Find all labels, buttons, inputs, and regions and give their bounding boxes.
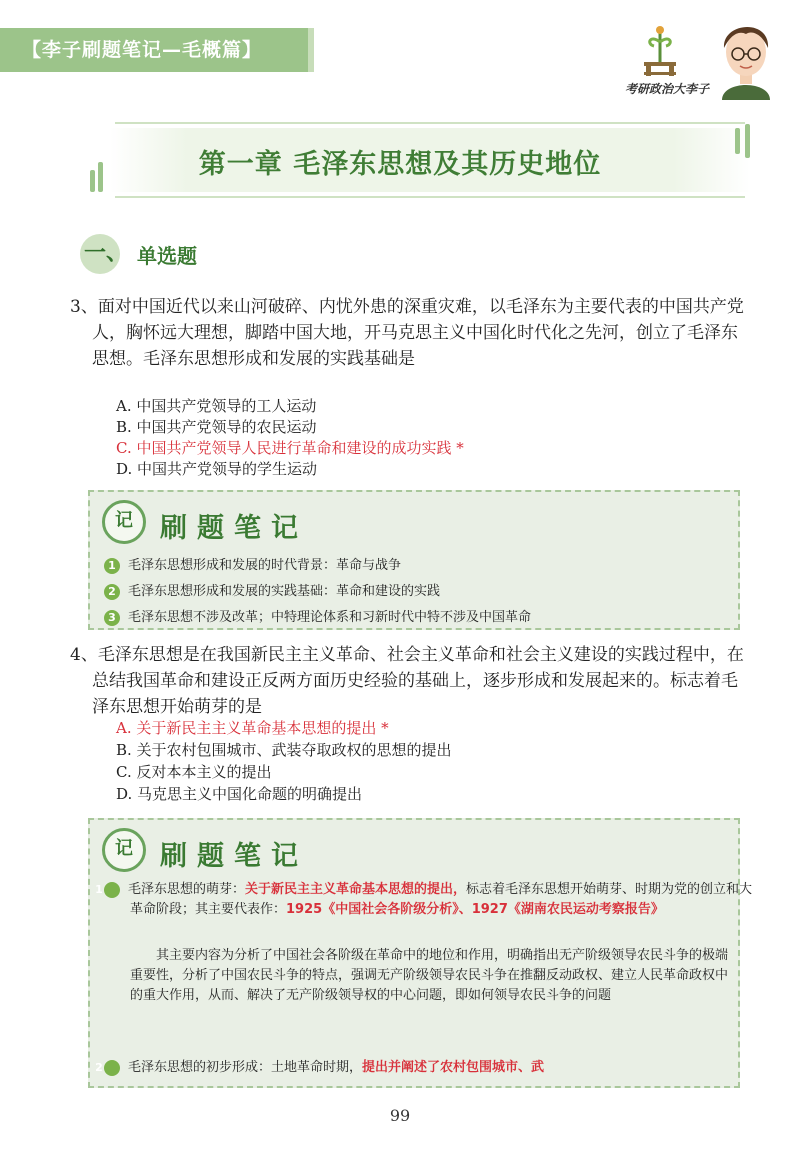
option-c: C. 反对本本主义的提出 [116, 763, 272, 781]
note-box-1 [88, 490, 740, 630]
banner-line-top [115, 122, 745, 124]
note-item: 2 毛泽东思想形成和发展的实践基础：革命和建设的实践 [104, 582, 729, 602]
note-title: 刷题笔记 [160, 841, 308, 872]
bullet-2-icon: 2 [104, 1060, 120, 1076]
option-d: D. 中国共产党领导的学生运动 [116, 460, 318, 478]
option-a-answer: A. 关于新民主主义革命基本思想的提出 * [116, 719, 389, 737]
note-icon: 记 [102, 500, 146, 544]
avatar [712, 14, 780, 100]
note-item: 1 毛泽东思想的萌芽：关于新民主主义革命基本思想的提出，标志着毛泽东思想开始萌芽、时期为党的创立和大革命阶段；其主要代表作：1925《中国社会各阶级分析》、1927《湖南农民运动考察报告》 [95, 882, 753, 917]
note-item: 2 毛泽东思想的初步形成：土地革命时期，提出并阐述了农村包围城市、武 [95, 1060, 545, 1075]
question-3 [70, 294, 750, 372]
note-paragraph: 其主要内容为分析了中国社会各阶级在革命中的地位和作用，明确指出无产阶级领导农民斗争的极端重要性，分析了中国农民斗争的特点，强调无产阶级领导农民斗争在推翻反动政权、建立人民革命政权中的重大作用，从而、解决了无产阶级领导权的中心问题，即如何领导农民斗争的问题 [130, 948, 729, 1003]
section-number: 一、 [84, 241, 129, 266]
option-d: D. 马克思主义中国化命题的明确提出 [116, 785, 363, 803]
question-stem: 3、面对中国近代以来山河破碎、内忧外患的深重灾难，以毛泽东为主要代表的中国共产党人，胸怀远大理想，脚踏中国大地，开马克思主义中国化时代化之先河，创立了毛泽东思想。毛泽东思想形成和发展的实践基础是 [70, 297, 744, 369]
header-tag: 【李子刷题笔记—毛概篇】 [0, 28, 310, 72]
bullet-3-icon: 3 [104, 610, 120, 626]
section-title: 单选题 [137, 244, 197, 268]
tree-logo-icon [636, 22, 684, 78]
banner-line-bottom [115, 196, 745, 198]
bullet-2-icon: 2 [104, 584, 120, 600]
option-c-answer: C. 中国共产党领导人民进行革命和建设的成功实践 * [116, 439, 464, 457]
bullet-1-icon: 1 [104, 558, 120, 574]
note-item: 3 毛泽东思想不涉及改革；中特理论体系和习新时代中特不涉及中国革命 [104, 608, 729, 628]
page-number: 99 [389, 1106, 411, 1125]
option-b: B. 关于农村包围城市、武装夺取政权的思想的提出 [116, 741, 452, 759]
option-a: A. 中国共产党领导的工人运动 [116, 397, 317, 415]
question-4 [70, 642, 750, 720]
bullet-1-icon: 1 [104, 882, 120, 898]
brand-name: 考研政治大李子 [624, 82, 709, 96]
note-box-2 [88, 818, 753, 1088]
note-title: 刷题笔记 [160, 513, 308, 544]
note-icon: 记 [102, 828, 146, 872]
chapter-title: 第一章 毛泽东思想及其历史地位 [198, 149, 602, 180]
note-item: 1 毛泽东思想形成和发展的时代背景：革命与战争 [104, 556, 729, 576]
question-stem: 4、毛泽东思想是在我国新民主主义革命、社会主义革命和社会主义建设的实践过程中，在总结我国革命和建设正反两方面历史经验的基础上，逐步形成和发展起来的。标志着毛泽东思想开始萌芽的是 [70, 645, 744, 717]
option-b: B. 中国共产党领导的农民运动 [116, 418, 317, 436]
